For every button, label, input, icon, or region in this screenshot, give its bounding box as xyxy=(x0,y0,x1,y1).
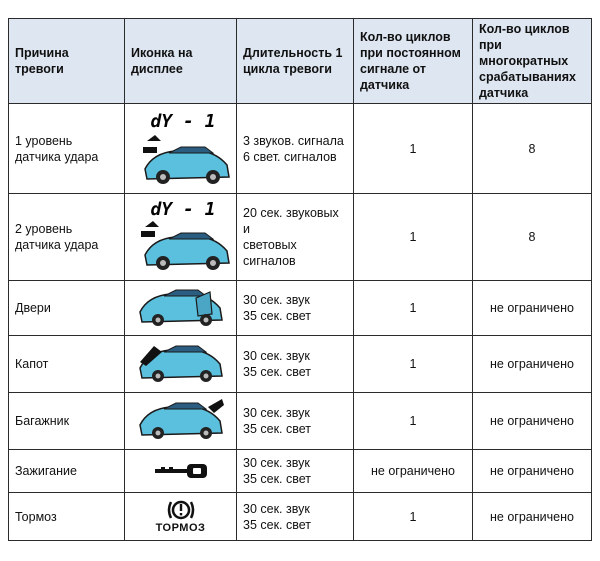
duration-line: 35 сек. свет xyxy=(243,422,312,436)
table-row xyxy=(9,281,592,336)
repeated-cycles-cell: не ограничено xyxy=(473,393,592,450)
repeated-cycles-cell: не ограничено xyxy=(473,281,592,336)
table-row xyxy=(9,104,592,194)
repeated-cycles-cell: не ограничено xyxy=(473,450,592,493)
constant-cycles-cell: 1 xyxy=(354,281,473,336)
reason-cell: Зажигание xyxy=(9,450,125,493)
header-duration: Длительность 1 цикла тревоги xyxy=(237,19,354,104)
duration-line: 30 сек. звук xyxy=(243,406,310,420)
reason-cell: Тормоз xyxy=(9,493,125,541)
duration-cell xyxy=(237,393,354,450)
duration-cell xyxy=(237,493,354,541)
constant-cycles-cell: 1 xyxy=(354,336,473,393)
table-row xyxy=(9,393,592,450)
alarm-table xyxy=(8,18,592,541)
ignition-key-icon xyxy=(125,450,237,493)
constant-cycles-cell: 1 xyxy=(354,493,473,541)
header-repeated-cycles: Кол-во циклов при многократных срабатываниях датчика xyxy=(473,19,592,104)
constant-cycles-cell: 1 xyxy=(354,393,473,450)
duration-cell xyxy=(237,336,354,393)
duration-line: 35 сек. свет xyxy=(243,309,312,323)
car-shock-dy1-icon xyxy=(125,194,237,281)
duration-cell xyxy=(237,450,354,493)
duration-line: 30 сек. звук xyxy=(243,293,310,307)
constant-cycles-cell: 1 xyxy=(354,104,473,194)
duration-line: 30 сек. звук xyxy=(243,349,310,363)
repeated-cycles-cell: 8 xyxy=(473,194,592,281)
reason-cell: Двери xyxy=(9,281,125,336)
car-door-open-icon xyxy=(125,281,237,336)
header-icon: Иконка на дисплее xyxy=(125,19,237,104)
duration-cell xyxy=(237,194,354,281)
duration-line: 35 сек. свет xyxy=(243,472,312,486)
duration-line: 35 сек. свет xyxy=(243,365,312,379)
header-constant-cycles: Кол-во циклов при постоянном сигнале от датчика xyxy=(354,19,473,104)
repeated-cycles-cell: не ограничено xyxy=(473,493,592,541)
duration-line: 30 сек. звук xyxy=(243,501,310,516)
header-row xyxy=(9,19,592,104)
table-row xyxy=(9,493,592,541)
duration-cell xyxy=(237,104,354,194)
reason-cell: 2 уровень датчика удара xyxy=(9,194,125,281)
brake-icon xyxy=(125,493,237,541)
table-row xyxy=(9,450,592,493)
duration-line: 35 сек. свет xyxy=(243,517,312,532)
table-row xyxy=(9,194,592,281)
car-hood-open-icon xyxy=(125,336,237,393)
car-shock-dy1-icon xyxy=(125,104,237,194)
duration-line: 6 свет. сигналов xyxy=(243,149,337,164)
repeated-cycles-cell: не ограничено xyxy=(473,336,592,393)
display-text: dY - 1 xyxy=(150,110,216,132)
duration-cell xyxy=(237,281,354,336)
reason-cell: Багажник xyxy=(9,393,125,450)
brake-icon-label: ТОРМОЗ xyxy=(155,521,206,534)
car-trunk-open-icon xyxy=(125,393,237,450)
duration-line: 20 сек. звуковых и xyxy=(243,206,339,236)
duration-line: 30 сек. звук xyxy=(243,456,310,470)
constant-cycles-cell: не ограничено xyxy=(354,450,473,493)
table-row xyxy=(9,336,592,393)
duration-line: световых сигналов xyxy=(243,238,297,268)
constant-cycles-cell: 1 xyxy=(354,194,473,281)
repeated-cycles-cell: 8 xyxy=(473,104,592,194)
reason-cell: Капот xyxy=(9,336,125,393)
header-reason: Причина тревоги xyxy=(9,19,125,104)
display-text: dY - 1 xyxy=(150,199,216,220)
duration-line: 3 звуков. сигнала xyxy=(243,133,344,148)
reason-cell: 1 уровень датчика удара xyxy=(9,104,125,194)
